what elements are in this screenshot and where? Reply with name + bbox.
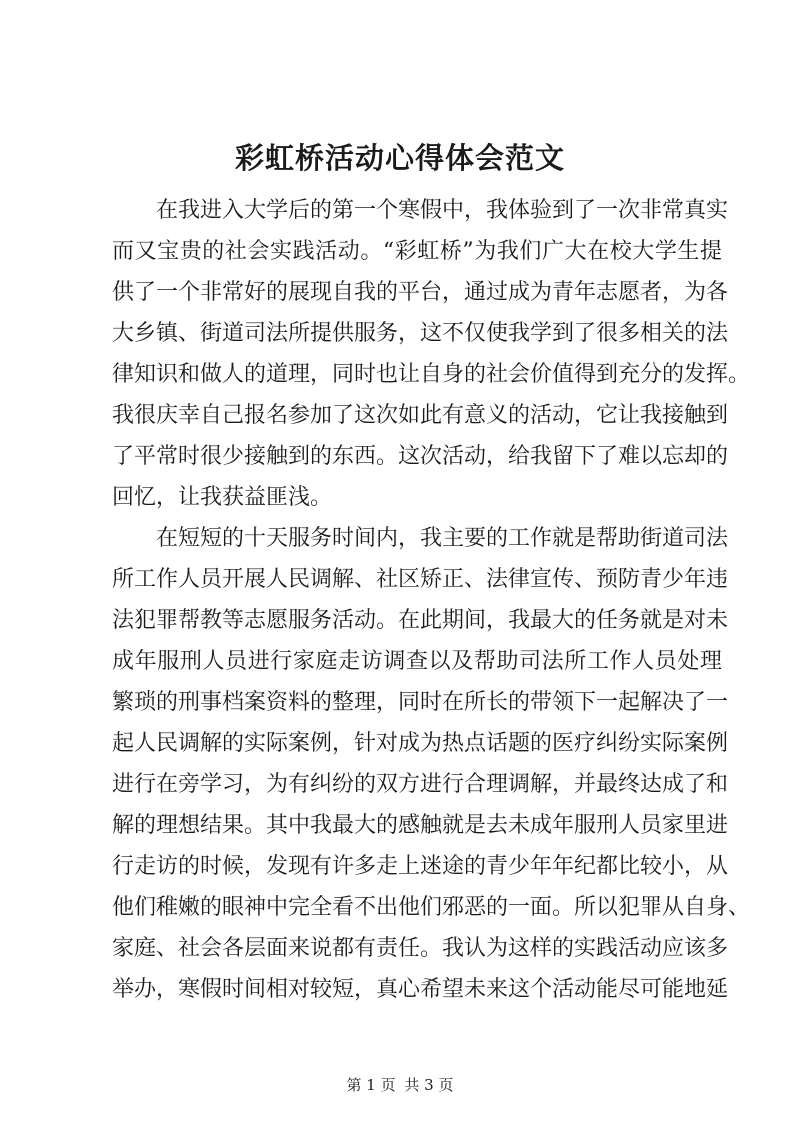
page-total: 共 3 页 <box>404 1076 454 1094</box>
paragraph-2-line: 繁琐的刑事档案资料的整理，同时在所长的带领下一起解决了一 <box>112 690 729 715</box>
paragraph-2-line: 所工作人员开展人民调解、社区矫正、法律宣传、预防青少年违 <box>112 567 729 592</box>
paragraph-2-line: 起人民调解的实际案例，针对成为热点话题的医疗纠纷实际案例 <box>112 731 729 756</box>
paragraph-2-line: 他们稚嫩的眼神中完全看不出他们邪恶的一面。所以犯罪从自身、 <box>112 895 751 920</box>
page-number: 第 1 页 <box>346 1076 396 1094</box>
document-body <box>112 190 751 1010</box>
paragraph-1-line: 供了一个非常好的展现自我的平台，通过成为青年志愿者，为各 <box>112 280 729 305</box>
paragraph-2-line: 法犯罪帮教等志愿服务活动。在此期间，我最大的任务就是对未 <box>112 608 729 633</box>
paragraph-1-line: 在我进入大学后的第一个寒假中，我体验到了一次非常真实 <box>156 198 729 223</box>
paragraph-1-line: 回忆，让我获益匪浅。 <box>112 485 333 510</box>
paragraph-2-line: 家庭、社会各层面来说都有责任。我认为这样的实践活动应该多 <box>112 936 729 961</box>
paragraph-2-line: 在短短的十天服务时间内，我主要的工作就是帮助街道司法 <box>156 526 729 551</box>
paragraph-1-line: 律知识和做人的道理，同时也让自身的社会价值得到充分的发挥。 <box>112 362 751 387</box>
paragraph-2-line: 解的理想结果。其中我最大的感触就是去未成年服刑人员家里进 <box>112 813 729 838</box>
paragraph-2-line: 行走访的时候，发现有许多走上迷途的青少年年纪都比较小，从 <box>112 854 729 879</box>
paragraph-2-line: 举办，寒假时间相对较短，真心希望未来这个活动能尽可能地延 <box>112 977 729 1002</box>
paragraph-1-line: 而又宝贵的社会实践活动。“彩虹桥”为我们广大在校大学生提 <box>112 239 722 264</box>
paragraph-1-line: 了平常时很少接触到的东西。这次活动，给我留下了难以忘却的 <box>112 444 729 469</box>
paragraph-2-line: 进行在旁学习，为有纠纷的双方进行合理调解，并最终达成了和 <box>112 772 729 797</box>
page-footer <box>0 1075 800 1095</box>
paragraph-2-line: 成年服刑人员进行家庭走访调查以及帮助司法所工作人员处理 <box>112 649 722 674</box>
document-title: 彩虹桥活动心得体会范文 <box>234 141 565 175</box>
paragraph-1-line: 大乡镇、街道司法所提供服务，这不仅使我学到了很多相关的法 <box>112 321 729 346</box>
paragraph-1-line: 我很庆幸自己报名参加了这次如此有意义的活动，它让我接触到 <box>112 403 729 428</box>
